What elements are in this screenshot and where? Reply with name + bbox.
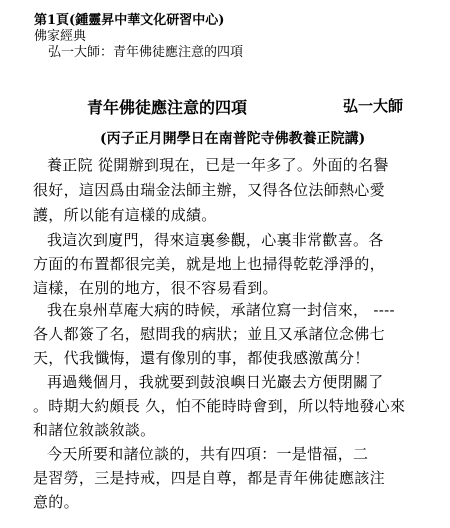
category-label: 佛家經典 <box>34 29 87 44</box>
body-line: 天，代我懺悔，還有像別的事，都使我感激萬分！ <box>33 349 370 367</box>
article-author: 弘一大師 <box>343 97 404 115</box>
body-line: 再過幾個月，我就要到鼓浪嶼日光巖去方便閉關了 <box>47 373 384 391</box>
body-line: 這樣，在別的地方，很不容易看到。 <box>33 279 278 297</box>
body-line: 養正院 從開辦到現在，已是一年多了。外面的名譽 <box>47 156 389 174</box>
body-line: 我這次到廈門，得來這裏參觀，心裏非常歡喜。各 <box>47 231 384 249</box>
body-line: 各人都簽了名，慰問我的病狀；並且又承諸位念佛七 <box>33 325 385 343</box>
page-number-line: 第1頁(鍾靈昇中華文化研習中心) <box>34 13 225 28</box>
breadcrumb: 弘一大師：青年佛徒應注意的四項 <box>48 45 244 60</box>
body-line: 方面的布置都很完美，就是地上也掃得乾乾淨淨的， <box>33 255 385 273</box>
body-line: 我在泉州草庵大病的時候，承諸位寫一封信來， ---- <box>47 301 395 319</box>
body-line: 和諸位敘談敘談。 <box>33 421 156 439</box>
body-line: 是習勞，三是持戒，四是自尊，都是青年佛徒應該注 <box>33 469 385 487</box>
body-line: 今天所要和諸位談的，共有四項：一是惜福，二 <box>47 445 369 463</box>
body-line: 很好，這因爲由瑞金法師主辦，又得各位法師熱心愛 <box>33 181 385 199</box>
article-subtitle: (丙子正月開學日在南普陀寺佛教養正院講) <box>100 131 366 147</box>
body-line: 意的。 <box>33 493 79 511</box>
title-row <box>0 95 450 117</box>
body-line: 護，所以能有這樣的成績。 <box>33 206 217 224</box>
body-line: 。時期大約頗長 久，怕不能時時會到，所以特地發心來 <box>33 397 406 415</box>
article-title: 青年佛徒應注意的四項 <box>87 98 248 117</box>
